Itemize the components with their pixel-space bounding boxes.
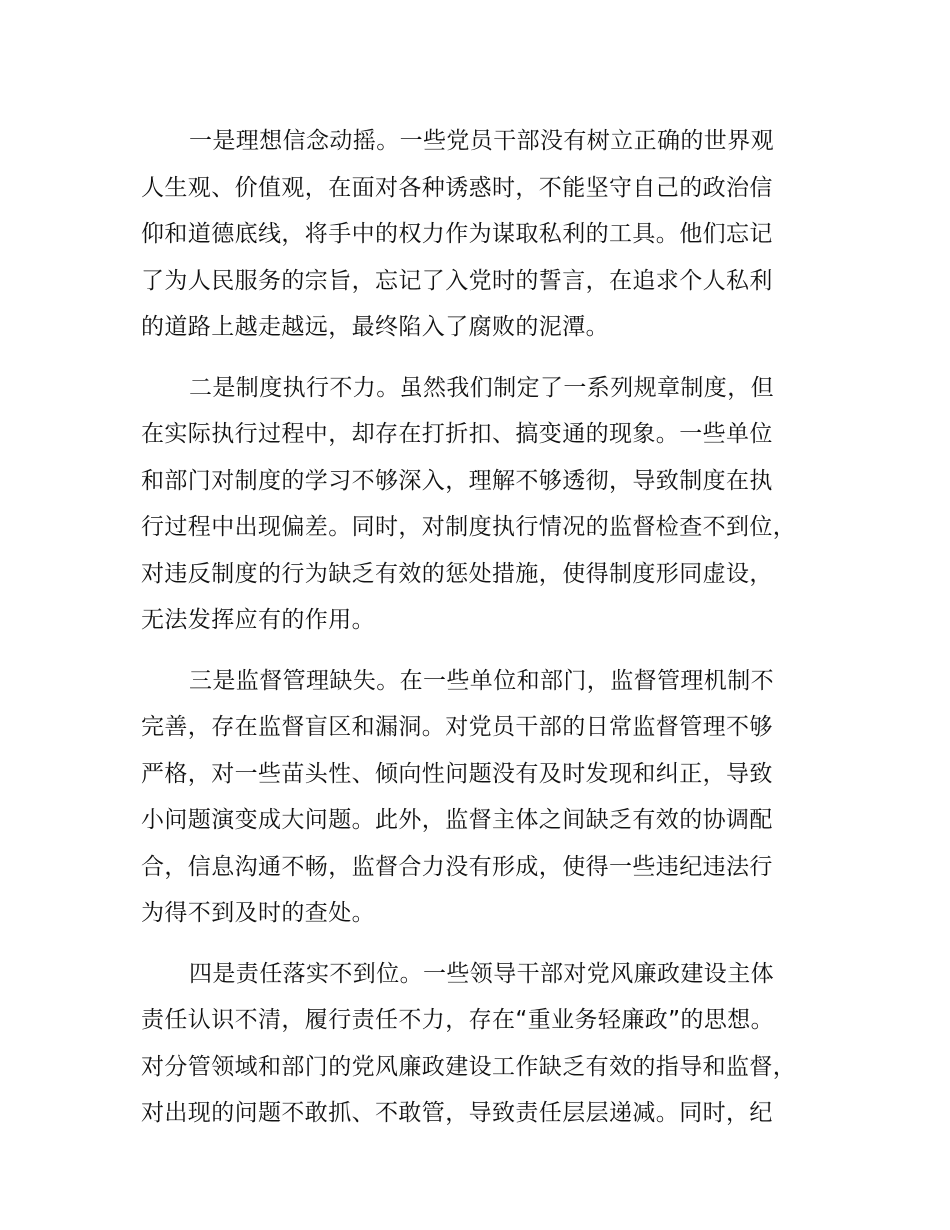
paragraph-responsibility xyxy=(141,951,831,1137)
text-line: 对出现的问题不敢抓、不敢管，导致责任层层递减。同时，纪 xyxy=(141,1100,773,1126)
paragraph-gap xyxy=(141,644,831,658)
text-line: 在实际执行过程中，却存在打折扣、搞变通的现象。一些单位 xyxy=(141,421,773,447)
paragraph-gap xyxy=(141,937,831,951)
text-line: 仰和道德底线，将手中的权力作为谋取私利的工具。他们忘记 xyxy=(141,221,773,247)
text-line: 小问题演变成大问题。此外，监督主体之间缺乏有效的协调配 xyxy=(141,807,773,833)
text-line: 了为人民服务的宗旨，忘记了入党时的誓言，在追求个人私利 xyxy=(141,267,773,294)
text-line: 四是责任落实不到位。一些领导干部对党风廉政建设主体 xyxy=(189,960,774,987)
text-line: 三是监督管理缺失。在一些单位和部门，监督管理机制不 xyxy=(189,667,774,694)
text-line: 一是理想信念动摇。一些党员干部没有树立正确的世界观 xyxy=(189,128,774,154)
text-line: 人生观、价值观，在面对各种诱惑时，不能坚守自己的政治信 xyxy=(141,174,773,201)
paragraph-supervision xyxy=(141,658,831,937)
document-body xyxy=(141,118,831,1137)
text-line: 完善，存在监督盲区和漏洞。对党员干部的日常监督管理不够 xyxy=(141,714,773,740)
text-line: 和部门对制度的学习不够深入，理解不够透彻，导致制度在执 xyxy=(141,467,773,494)
paragraph-gap xyxy=(141,351,831,365)
text-line: 的道路上越走越远，最终陷入了腐败的泥潭。 xyxy=(141,314,609,340)
text-line: 对分管领域和部门的党风廉政建设工作缺乏有效的指导和监督， xyxy=(141,1053,797,1080)
text-line: 对违反制度的行为缺乏有效的惩处措施，使得制度形同虚设， xyxy=(141,560,773,587)
text-line: 合，信息沟通不畅，监督合力没有形成，使得一些违纪违法行 xyxy=(141,853,773,880)
text-line: 无法发挥应有的作用。 xyxy=(141,607,375,633)
text-line: 为得不到及时的查处。 xyxy=(141,900,375,926)
text-line: 二是制度执行不力。虽然我们制定了一系列规章制度，但 xyxy=(189,374,774,401)
text-line: 行过程中出现偏差。同时，对制度执行情况的监督检查不到位， xyxy=(141,514,797,540)
paragraph-ideals xyxy=(141,118,831,351)
paragraph-system-execution xyxy=(141,365,831,644)
text-line: 严格，对一些苗头性、倾向性问题没有及时发现和纠正，导致 xyxy=(141,760,773,787)
text-line: 责任认识不清，履行责任不力，存在“重业务轻廉政”的思想。 xyxy=(141,1007,775,1033)
